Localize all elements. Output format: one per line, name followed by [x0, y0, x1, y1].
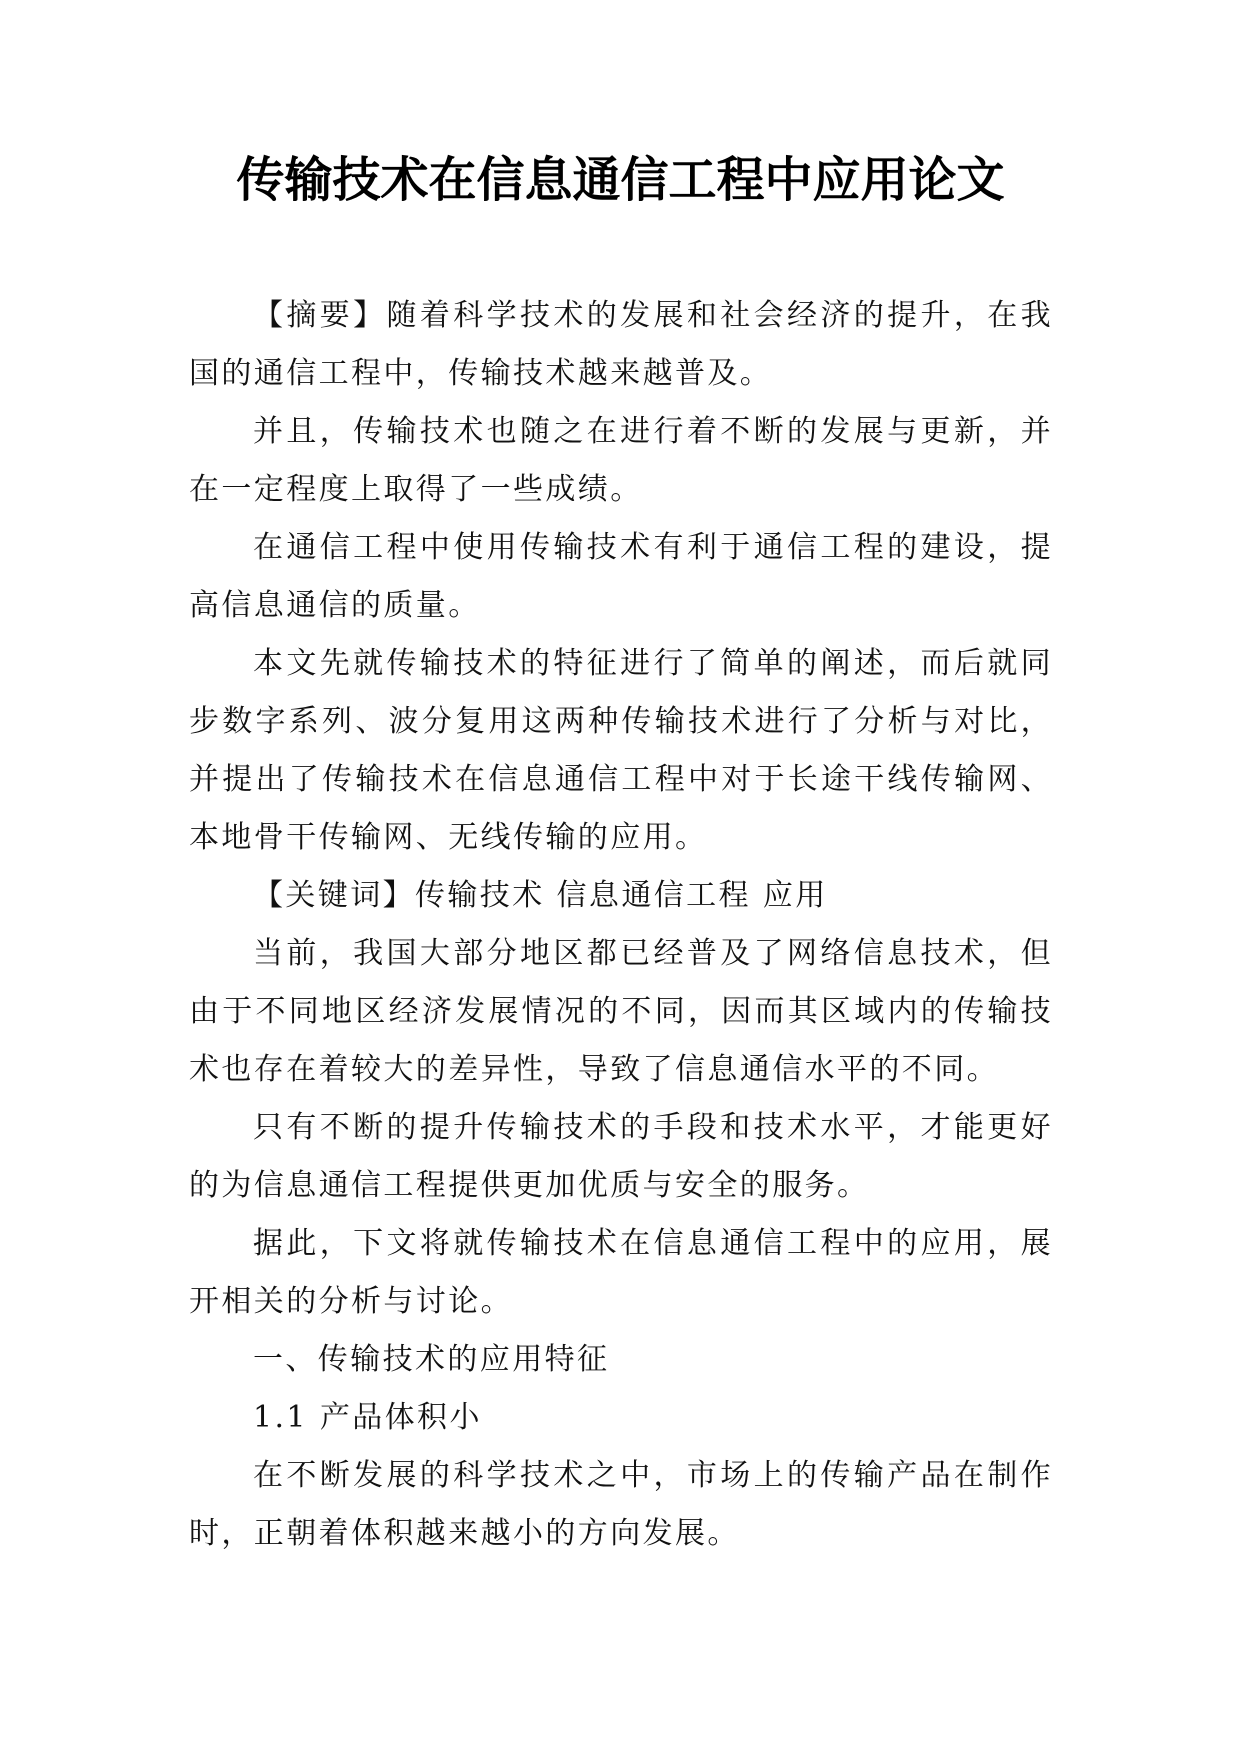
abstract-paragraph: 【摘要】随着科学技术的发展和社会经济的提升，在我国的通信工程中，传输技术越来越普及。	[189, 298, 1053, 391]
section-heading: 一、传输技术的应用特征	[253, 1342, 610, 1377]
keywords-paragraph: 【关键词】传输技术 信息通信工程 应用	[253, 878, 828, 913]
body-paragraph: 在通信工程中使用传输技术有利于通信工程的建设，提高信息通信的质量。	[189, 530, 1053, 623]
body-paragraph: 当前，我国大部分地区都已经普及了网络信息技术，但由于不同地区经济发展情况的不同，因而其区域内的传输技术也存在着较大的差异性，导致了信息通信水平的不同。	[189, 936, 1053, 1087]
document-body	[189, 287, 1053, 1563]
body-paragraph: 本文先就传输技术的特征进行了简单的阐述，而后就同步数字系列、波分复用这两种传输技术进行了分析与对比，并提出了传输技术在信息通信工程中对于长途干线传输网、本地骨干传输网、无线传输的应用。	[189, 646, 1053, 855]
document-title: 传输技术在信息通信工程中应用论文	[236, 152, 1005, 208]
body-paragraph: 在不断发展的科学技术之中，市场上的传输产品在制作时，正朝着体积越来越小的方向发展。	[189, 1458, 1053, 1551]
body-paragraph: 据此，下文将就传输技术在信息通信工程中的应用，展开相关的分析与讨论。	[189, 1226, 1053, 1319]
subsection-heading: 1.1 产品体积小	[253, 1400, 482, 1435]
body-paragraph: 并且，传输技术也随之在进行着不断的发展与更新，并在一定程度上取得了一些成绩。	[189, 414, 1053, 507]
body-paragraph: 只有不断的提升传输技术的手段和技术水平，才能更好的为信息通信工程提供更加优质与安全的服务。	[189, 1110, 1053, 1203]
